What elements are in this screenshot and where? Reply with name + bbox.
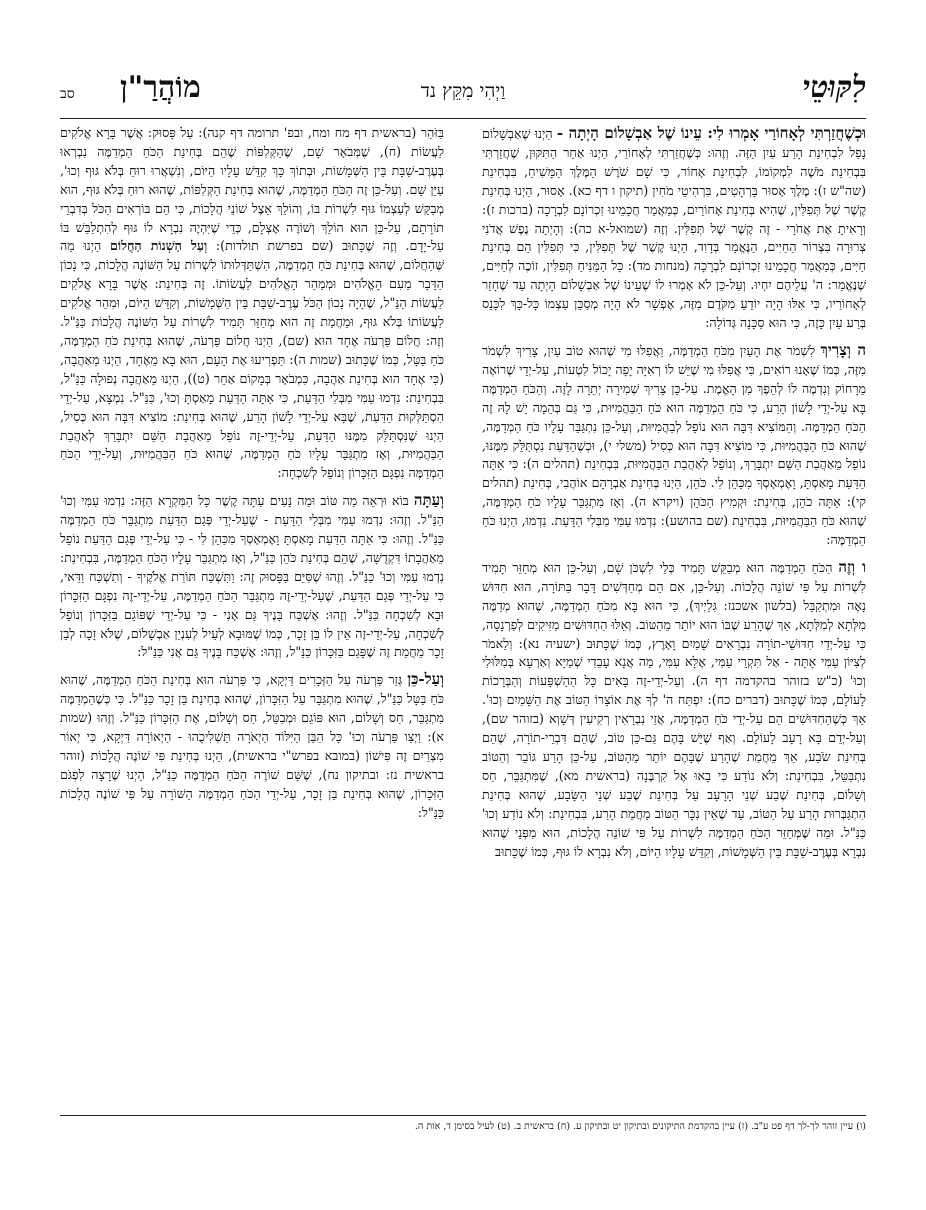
paragraph-lead: וּכְשֶׁחֲזַרְתִּי לְאָחוֹרַי אָמְרוּ לִי: עֵינוֹ שֶׁל אַבְשָׁלוֹם הָיְתָה -	[556, 124, 866, 142]
paragraph	[482, 124, 866, 333]
paragraph-text: גְּזַר פַּרְעֹה עַל הַזְּכָרִים דַּיְקָא, כִּי פַּרְעֹה הוּא בְּחִינַת הַכֹּחַ הַמְדַמֶּה, שֶׁהוּא כֹּחַ בַּטָּל כַּנַּ"ל, שֶׁהוּא מִתְגַּבֵּר עַל הַזִּכָּרוֹן, שֶׁהוּא בְּחִינַת בֵּן זָכָר כַּנַּ"ל. כִּי כְּשֶׁהַמְדַמֶּה מִתְגַּבֵּר, חַס וְשָׁלוֹם, הוּא פּוֹגֵם וּמְבַטֵּל, חַס וְשָׁלוֹם, אֶת הַזִּכָּרוֹן כַּנַּ"ל. וְזֶהוּ (שמות א): וַיְצַו פַּרְעֹה וְכוּ' כָּל הַבֵּן הַיִּלּוֹד הַיְאֹרָה תַּשְׁלִיכֻהוּ - הַיְאוֹרָה דַּיְקָא, כִּי יְאוֹר מִצְרַיִם זֶה פִּישׁוֹן (במובא בפרש"י בראשית), הַיְנוּ בְּחִינַת פִּי שׁוֹנֶה הֲלָכוֹת (זוהר בראשית נז: ובתיקון נח), שֶׁשָּׁם שׁוֹרֶה הַכֹּחַ הַמְדַמֶּה כַּנַּ"ל, הַיְנוּ שֶׁרָצָה לִפְגֹּם הַזִּכָּרוֹן, שֶׁהוּא בְּחִינַת בֵּן זָכָר, עַל-יְדֵי הַכֹּחַ הַמְדַמֶּה הַשּׁוֹרָה עַל פִּי שׁוֹנֶה הֲלָכוֹת כַּנַּ"ל:	[60, 672, 444, 820]
paragraph-lead: וְעַתָּה	[413, 491, 444, 510]
running-head: וַיְהִי מִקֵּץ נד	[420, 80, 506, 102]
paragraph	[60, 670, 444, 822]
page-header	[60, 70, 866, 120]
paragraph	[482, 558, 866, 862]
right-column	[482, 124, 866, 1114]
page-number: סב	[60, 86, 75, 102]
paragraph	[60, 491, 444, 662]
book-title-right: לִקּוּטֵי	[802, 70, 866, 105]
paragraph-lead: וְעַל-כֵּן	[407, 670, 444, 689]
paragraph-text: הַיְנוּ מַה שֶּׁהַחֲלוֹם, שֶׁהוּא בְּחִינַת כֹּחַ הַמְדַמֶּה, הִשְׁתַּדְּלוּתוֹ לִשְׁרוֹת עַל הַשּׁוֹנֶה הֲלָכוֹת, כִּי נָכוֹן הַדָּבָר מֵעִם הָאֱלֹהִים וּמְמַהֵר הָאֱלֹהִים לַעֲשׂוֹתוֹ. זֶה בְּחִינַת: אֲשֶׁר בָּרָא אֱלֹקִים לַעֲשׂוֹת הַנַּ"ל, שֶׁהָיָה נָכוֹן הַכֹּל עֶרֶב-שַׁבָּת בֵּין הַשְּׁמָשׁוֹת, וְקִדֵּשׁ הַיּוֹם, וּמִהֵר אֱלֹקִים לַעֲשׂוֹתוֹ בְּלֹא גּוּף, וּמֵחֲמַת זֶה הוּא מְחַזֵּר תָּמִיד לִשְׁרוֹת עַל הַשּׁוֹנֶה הֲלָכוֹת כַּנַּ"ל. וְזֶה: חֲלוֹם פַּרְעֹה אֶחָד הוּא (שם), הַיְנוּ חֲלוֹם פַּרְעֹה, שֶׁהוּא בְּחִינַת כֹּחַ הַמְדַמֶּה, כֹּחַ בַּטָּל, כְּמוֹ שֶׁכָּתוּב (שמות ה): תַּפְרִיעוּ אֶת הָעָם, הוּא בָּא מֵאֶחָד, הַיְנוּ מֵאַהֲבָה, (כִּי אֶחָד הוּא בְּחִינַת אַהֲבָה, כִּמְבֹאָר בְּמָקוֹם אַחֵר (ט)), הַיְנוּ מֵאַהֲבָה נְפוּלָה כַּנַּ"ל, בִּבְחִינַת: נִדְמוּ עַמִּי מִבְּלִי הַדַּעַת, כִּי אַתָּה הַדַּעַת מָאַסְתָּ וְכוּ', כַּנַּ"ל. נִמְצָא, עַל-יְדֵי הִסְתַּלְּקוּת הַדַּעַת, שֶׁבָּא עַל-יְדֵי לָשׁוֹן הָרַע, שֶׁהוּא בְּחִינַת: מוֹצִיא דִּבָּה הוּא כְּסִיל, הַיְנוּ שֶׁנִּסְתַּלֵּק מִמֶּנּוּ הַדַּעַת, עַל-יְדֵי-זֶה נוֹפֵל מֵאַהֲבַת הַשֵּׁם יִתְבָּרַךְ לְאַהֲבַת הַבַּהֲמִיּוּת, וְאָז מִתְגַּבֵּר עָלָיו כֹּחַ הַמְדַמֶּה, שֶׁהוּא כֹּחַ הַבַּהֲמִיּוּת, וְעַל-יְדֵי הַכֹּחַ הַמְדַמֶּה נִפְגָּם הַזִּכָּרוֹן וְנוֹפֵל לְשִׁכְחָה:	[60, 238, 444, 481]
paragraph-lead: ו וְזֶה	[838, 557, 866, 576]
paragraph-text: הַכֹּחַ הַמְדַמֶּה הוּא מְבַקֵּשׁ תָּמִיד כְּלֵי לִשְׁכֹּן שָׁם, וְעַל-כֵּן הוּא מְחַזֵּר תָּמִיד לִשְׁרוֹת עַל פִּי שׁוֹנֵה הֲלָכוֹת. וְעַל-כֵּן, אִם הֵם מְחַדְּשִׁים דָּבָר בַּתּוֹרָה, הוּא חִדּוּשׁ נָאֶה וּמִתְקַבֵּל (בלשון אשכנז: גִּלַיְיךְ), כִּי הוּא בָּא מִכֹּחַ הַמְדַמֶּה, שֶׁהוּא מְדַמֶּה מִלְּתָא לְמִלְּתָא, אַךְ שֶׁהָרַע שֶׁבּוֹ הוּא יוֹתֵר מֵהַטּוֹב. וְאֵלּוּ הַחִדּוּשִׁים מַזִּיקִים לְפַרְנָסָה, כִּי עַל-יְדֵי חִדּוּשֵׁי-תוֹרָה נִבְרָאִים שָׁמַיִם וָאָרֶץ, כְּמוֹ שֶׁכָּתוּב (ישעיה נא): וְלֵאמֹר לְצִיּוֹן עַמִּי אָתָּה - אַל תִּקְרֵי עַמִּי, אֶלָּא עִמִּי, מַה אֲנָא עָבֵדִי שְׁמַיָּא וְאַרְעָא בְּמִלּוּלִי וְכוּ' (כ"ש בזוהר בהקדמה דף ה). וְעַל-יְדֵי-זֶה בָּאִים כָּל הַהַשְׁפָּעוֹת וְהַבְּרָכוֹת לָעוֹלָם, כְּמוֹ שֶׁכָּתוּב (דברים כח): יִפְתַּח ה' לְךָ אֶת אוֹצָרוֹ הַטּוֹב אֶת הַשָּׁמַיִם וְכוּ'. אַךְ כְּשֶׁהַחִדּוּשִׁים הֵם עַל-יְדֵי כֹּחַ הַמְדַמֶּה, אֲזַי נִבְרָאִין רְקִיעִין דְּשָׁוְא (בזוהר שם), וְעַל-יְדֵם בָּא רָעָב לָעוֹלָם. וְאַף שֶׁיֵּשׁ בָּהֶם גַּם-כֵּן טוֹב, שֶׁהֵם דִּבְרֵי-תוֹרָה, שֶׁהֵם בְּחִינַת שֹׂבַע, אַךְ מֵחֲמַת שֶׁהָרַע שֶׁבָּהֶם יוֹתֵר מֵהַטּוֹב, עַל-כֵּן הָרַע גּוֹבֵר וְהַטּוֹב נִתְבַּטֵּל, בִּבְחִינַת: וְלֹא נוֹדַע כִּי בָאוּ אֶל קִרְבֶּנָה (בראשית מא), שֶׁמִּתְגַּבֵּר, חַס וְשָׁלוֹם, בְּחִינַת שֶׁבַע שְׁנֵי הָרָעָב עַל בְּחִינַת שֶׁבַע שְׁנֵי הַשָּׂבָע, שֶׁהוּא בְּחִינַת הִתְגַּבְּרוּת הָרַע עַל הַטּוֹב, עַד שֶׁאֵין נִכָּר הַטּוֹב מֵחֲמַת הָרַע, בִּבְחִינַת: וְלֹא נוֹדַע וְכוּ' כַּנַּ"ל. וּמַה שֶּׁמְּחַזֵּר הַכֹּחַ הַמְדַמֶּה לִשְׁרוֹת עַל פִּי שׁוֹנֵה הֲלָכוֹת, הוּא מִפְּנֵי שֶׁהוּא נִבְרָא בְּעֶרֶב-שַׁבָּת בֵּין הַשְּׁמָשׁוֹת, וְקִדֵּשׁ עָלָיו הַיּוֹם, וְלֹא נִבְרָא לוֹ גּוּף, כְּמוֹ שֶׁכָּתוּב	[482, 559, 866, 859]
paragraph-text: בּוֹא וּרְאֵה מַה טּוֹב וּמַה נָּעִים עַתָּה קֶשֶׁר כָּל הַמִּקְרָא הַזֶּה: נִדְמוּ עַמִּי וְכוּ' הַנַּ"ל. וְזֶהוּ: נִדְמוּ עַמִּי מִבְּלִי הַדָּעַת - שֶׁעַל-יְדֵי פְּגַם הַדַּעַת מִתְגַּבֵּר כֹּחַ הַמְדַמֶּה כַּנַּ"ל. וְזֶהוּ: כִּי אַתָּה הַדַּעַת מָאַסְתָּ וָאֶמְאָסְךָ מִכַּהֵן לִי - כִּי עַל-יְדֵי פְּגַם הַדַּעַת נוֹפֵל מֵאַהֲבָתוֹ דִּקְדֻשָּׁה, שֶׁהֵם בְּחִינַת כֹּהֵן כַּנַּ"ל, וְאָז מִתְגַּבֵּר עָלָיו הַכֹּחַ הַמְדַמֶּה, בִּבְחִינַת: נִדְמוּ עַמִּי וְכוּ' כַּנַּ"ל. וְזֶהוּ שֶׁסִּיֵּם בַּפָּסוּק זֶה: וַתִּשְׁכַּח תּוֹרַת אֱלֹקֶיךָ - וְתִשְׁכַּח וַדַּאי, כִּי עַל-יְדֵי פְּגַם הַדַּעַת, שֶׁעַל-יְדֵי-זֶה מִתְגַּבֵּר הַכֹּחַ הַמְדַמֶּה, עַל-יְדֵי-זֶה נִפְגָּם הַזִּכָּרוֹן וּבָא לְשִׁכְחָה כַּנַּ"ל. וְזֶהוּ: אֶשְׁכַּח בָּנֶיךָ גַּם אָנִי - כִּי עַל-יְדֵי שֶׁפּוֹגֵם בַּזִּכָּרוֹן וְנוֹפֵל לְשִׁכְחָה, עַל-יְדֵי-זֶה אֵין לוֹ בֵּן זָכָר, כְּמוֹ שֶׁמּוּבָא לְעֵיל לְעִנְיַן אַבְשָׁלוֹם, שֶׁלֹּא זָכָה לְבֵן זָכָר מֵחֲמַת זֶה שֶׁפָּגַם בַּזִּכָּרוֹן כַּנַּ"ל, וְזֶהוּ: אֶשְׁכַּח בָּנֶיךָ גַּם אֲנִי כַּנַּ"ל:	[60, 493, 444, 660]
paragraph	[60, 124, 444, 483]
paragraph-text: בַּזֹּהַר (בראשית דף מח ומח, ובפ' תרומה דף קנה): עַל פָּסוּק: אֲשֶׁר בָּרָא אֱלֹקִים לַעֲשׂוֹת (ח), שֶׁמְּבֹאָר שָׁם, שֶׁהַקְּלִפּוֹת שֶׁהֵם בְּחִינַת הַכֹּחַ הַמְדַמֶּה נִבְרְאוּ בְּעֶרֶב-שַׁבָּת בֵּין הַשְּׁמָשׁוֹת, וּבְתוֹךְ כָּךְ קִדֵּשׁ עָלָיו הַיּוֹם, וְנִשְׁאֲרוּ רוּחַ בְּלֹא גּוּף וְכוּ', עַיֵּן שָׁם. וְעַל-כֵּן זֶה הַכֹּחַ הַמְדַמֶּה, שֶׁהוּא בְּחִינַת הַקְּלִפּוֹת, שֶׁהוּא רוּחַ בְּלֹא גּוּף, הוּא מְבַקֵּשׁ לְעַצְמוֹ גּוּף לִשְׁרוֹת בּוֹ, וְהוֹלֵךְ אֵצֶל שׁוֹנֵי הֲלָכוֹת, כִּי הֵם בּוֹרְאִים הַכֹּל בְּדִבְרֵי תוֹרָתָם, עַל-כֵּן הוּא הוֹלֵךְ וְשׁוֹרֶה אֶצְלָם, כְּדֵי שֶׁיִּהְיֶה נִבְרָא לוֹ גּוּף לְהִתְלַבֵּשׁ בּוֹ עַל-יָדָם. וְזֶה שֶׁכָּתוּב (שם בפרשת תולדות):	[60, 125, 444, 254]
footnote-rule	[60, 1115, 866, 1116]
paragraph-text: לִשְׁמֹר אֶת הָעַיִן מִכֹּחַ הַמְדַמֶּה, וַאֲפִלּוּ מִי שֶׁהוּא טוֹב עַיִן, צָרִיךְ לִשְׁמֹר מִזֶּה, כְּמוֹ שֶׁאָנוּ רוֹאִים, כִּי אֲפִלּוּ מִי שֶׁיֵּשׁ לוֹ רְאִיָּה יָפָה יָכוֹל לִטְעוֹת, עַל-יְדֵי שֶׁרוֹאֶה מֵרָחוֹק וְנִדְמֶה לוֹ לְהֵפֶךְ מִן הָאֱמֶת. עַל-כֵּן צָרִיךְ שְׁמִירָה יְתֵרָה לָזֶה. וְהַכֹּחַ הַמְדַמֶּה בָּא עַל-יְדֵי לָשׁוֹן הָרַע, כִּי כֹּחַ הַמְדַמֶּה הוּא כֹּחַ הַבַּהֲמִיּוּת, כִּי גַּם בְּהֵמָה יֵשׁ לָהּ זֶה הַכֹּחַ הַמְדַמֶּה. וְהַמּוֹצִיא דִּבָּה הוּא נוֹפֵל לְבַהֲמִיּוּת, וְעַל-כֵּן נִתְגַּבֵּר עָלָיו כֹּחַ הַמְדַמֶּה, שֶׁהוּא כֹּחַ הַבַּהֲמִיּוּת, כִּי מוֹצִיא דִּבָּה הוּא כְּסִיל (משלי י), וּכְשֶׁהַדַּעַת נִסְתַּלֵּק מִמֶּנּוּ, נוֹפֵל מֵאַהֲבַת הַשֵּׁם יִתְבָּרַךְ, וְנוֹפֵל לְאַהֲבַת הַבַּהֲמִיּוּת, בִּבְחִינַת (תהלים ה): כִּי אַתָּה הַדַּעַת מָאַסְתָּ, וָאֶמְאָסְךָ מִכַּהֵן לִי. כֹּהֵן, הַיְנוּ בְּחִינַת אַבְרָהָם אוֹהֲבִי, בְּחִינַת (תהלים קי): אַתָּה כֹהֵן, בְּחִינַת: וּקְמִיץ הַכֹּהֵן (ויקרא ה). וְאָז מִתְגַּבֵּר עָלָיו כֹּחַ הַמְדַמֶּה, שֶׁהוּא כֹּחַ הַבַּהֲמִיּוּת, בִּבְחִינַת (שם בהושע): נִדְמוּ עַמִּי מִבְּלִי הַדָּעַת. נִדְמוּ, הַיְנוּ כֹּחַ הַמְדַמֶּה:	[482, 342, 866, 548]
header-rule	[60, 118, 866, 119]
paragraph-bold: וְעַל הַשְׁנוֹת הַחֲלוֹם	[109, 238, 208, 254]
footnotes: (ו) עיין זוהר לך-לך דף פט ע"ב. (ז) עיין בהקדמת התיקונים ובתיקון יט ובתיקון ע. (ח) בראשית ב. (ט) לעיל בסימן ד, אות ה.	[414, 1121, 866, 1132]
book-title-left: מוֹהֲרַ"ן	[120, 70, 201, 105]
paragraph	[482, 341, 866, 550]
paragraph-text: הַיְנוּ שֶׁאַבְשָׁלוֹם נָפַל לִבְחִינַת הָרַע עַיִן הַזֶּה. וְזֶהוּ: כְּשֶׁחֲזַרְתִּי לְאָחוֹרַי, הַיְנוּ אַחַר הַתִּקּוּן, שֶׁחֲזַרְתִּי בִּבְחִינַת מֹשֶׁה לִמְקוֹמוֹ, לִבְחִינַת אָחוֹר, כִּי שָׁם שֹׁרֶשׁ הַמֶּלֶךְ הַמָּשִׁיחַ, בִּבְחִינַת (שה"ש ז): מֶלֶךְ אָסוּר בָּרְהָטִים, בִּרְהִיטֵי מֹחִין (תיקון ו דף כא). אָסוּר, הַיְנוּ בְּחִינַת קֶשֶׁר שֶׁל תְּפִלִּין, שֶׁהִיא בְּחִינַת אָחוֹרַיִם, כְּמַאֲמַר חֲכָמֵינוּ זִכְרוֹנָם לִבְרָכָה (ברכות ז): וְרָאִיתָ אֶת אֲחֹרָי - זֶה קֶשֶׁר שֶׁל תְּפִלִּין. וְזֶה (שמואל-א כה): וְהָיְתָה נֶפֶשׁ אֲדֹנִי צְרוּרָה בִּצְרוֹר הַחַיִּים, הַנֶּאֱמָר בְּדָוִד, הַיְנוּ קֶשֶׁר שֶׁל תְּפִלִּין, כִּי תְּפִלִּין הֵם בְּחִינַת חַיִּים, כְּמַאֲמַר חֲכָמֵינוּ זִכְרוֹנָם לִבְרָכָה (מנחות מד): כָּל הַמַּנִּיחַ תְּפִלִּין, זוֹכֶה לְחַיִּים, שֶׁנֶּאֱמַר: ה' עֲלֵיהֶם יִחְיוּ. וְעַל-כֵּן לֹא אָמְרוּ לוֹ שֶׁעֵינוֹ שֶׁל אַבְשָׁלוֹם הָיְתָה עַד שֶׁחָזַר לְאָחוֹרַיו, כִּי אִלּוּ הָיָה יוֹדֵעַ מִקֹּדֶם מִזֶּה, אֶפְשָׁר לֹא הָיָה מְסַכֵּן עַצְמוֹ כָּל-כָּךְ לִכָּנֵס בְּרַע עַיִן כָּזֶה, כִּי הוּא סַכָּנָה גְּדוֹלָה:	[482, 126, 866, 331]
left-column	[60, 124, 444, 820]
paragraph-lead: ה וְצָרִיךְ	[820, 340, 867, 359]
